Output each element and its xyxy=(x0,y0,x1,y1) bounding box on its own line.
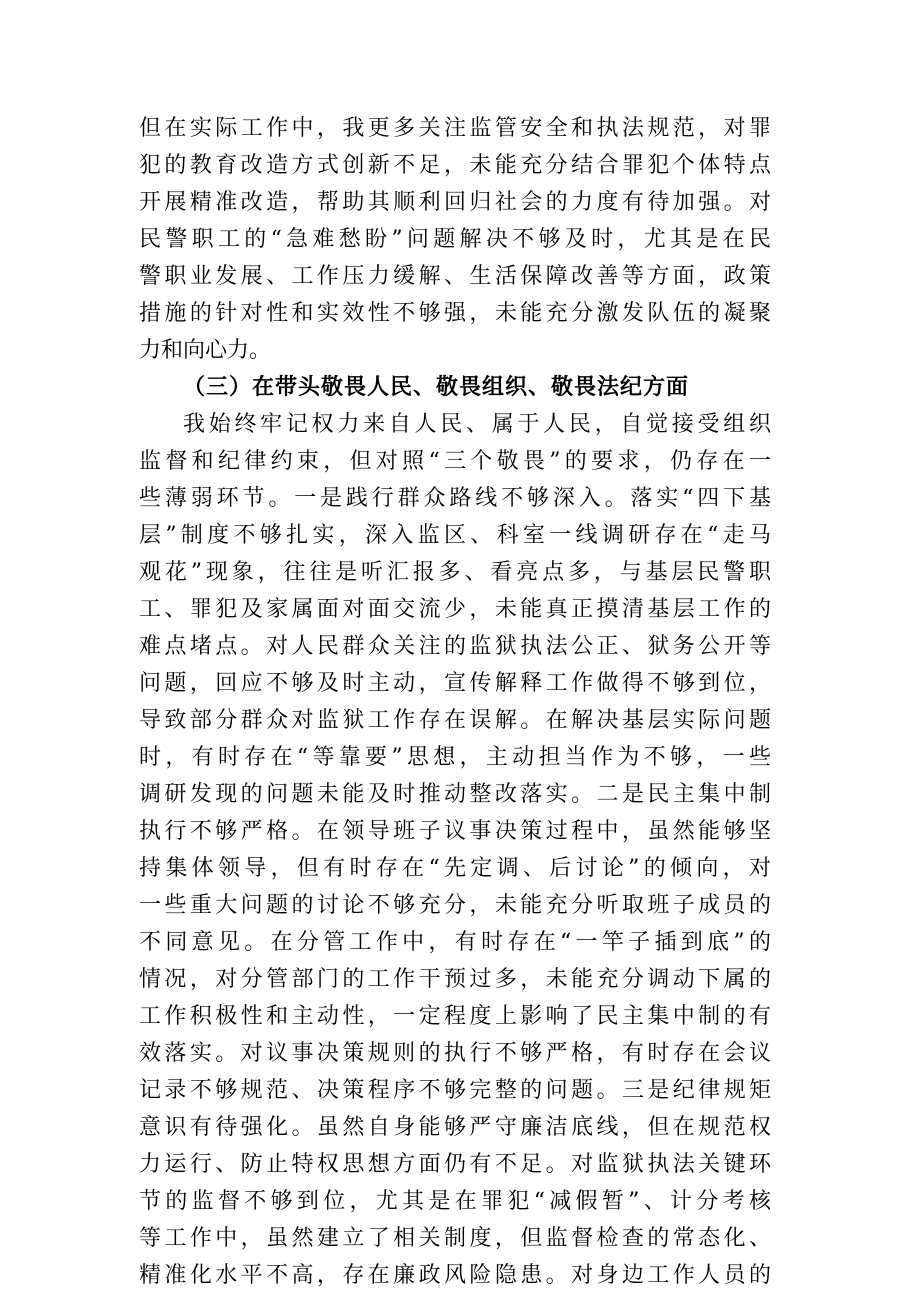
text-line: 节的监督不够到位，尤其是在罪犯“减假暂”、计分考核 xyxy=(139,1189,771,1214)
text-line: 精准化水平不高，存在廉政风险隐患。对身边工作人员的 xyxy=(139,1263,771,1288)
text-line: 我始终牢记权力来自人民、属于人民，自觉接受组织 xyxy=(183,412,771,437)
text-line: 观花”现象，往往是听汇报多、看亮点多，与基层民警职 xyxy=(139,560,771,585)
text-line: 执行不够严格。在领导班子议事决策过程中，虽然能够坚 xyxy=(139,819,771,844)
section-heading: （三）在带头敬畏人民、敬畏组织、敬畏法纪方面 xyxy=(183,374,690,400)
text-line: 情况，对分管部门的工作干预过多，未能充分调动下属的 xyxy=(139,967,771,992)
text-line: 持集体领导，但有时存在“先定调、后讨论”的倾向，对 xyxy=(139,856,771,881)
text-line: 措施的针对性和实效性不够强，未能充分激发队伍的凝聚 xyxy=(139,301,771,326)
text-line: 效落实。对议事决策规则的执行不够严格，有时存在会议 xyxy=(139,1041,771,1066)
text-line: 警职业发展、工作压力缓解、生活保障改善等方面，政策 xyxy=(139,264,771,289)
text-line: 层”制度不够扎实，深入监区、科室一线调研存在“走马 xyxy=(139,523,771,548)
text-line: 犯的教育改造方式创新不足，未能充分结合罪犯个体特点 xyxy=(139,153,771,178)
text-line: 但在实际工作中，我更多关注监管安全和执法规范，对罪 xyxy=(139,116,771,141)
paragraph-1 xyxy=(139,110,771,369)
text-line: 等工作中，虽然建立了相关制度，但监督检查的常态化、 xyxy=(139,1226,771,1251)
text-line: 开展精准改造，帮助其顺利回归社会的力度有待加强。对 xyxy=(139,190,771,215)
text-line: 调研发现的问题未能及时推动整改落实。二是民主集中制 xyxy=(139,782,771,807)
text-line: 监督和纪律约束，但对照“三个敬畏”的要求，仍存在一 xyxy=(139,449,771,474)
text-line: 力运行、防止特权思想方面仍有不足。对监狱执法关键环 xyxy=(139,1152,771,1177)
text-line: 记录不够规范、决策程序不够完整的问题。三是纪律规矩 xyxy=(139,1078,771,1103)
document-body xyxy=(139,110,771,1294)
text-line: 不同意见。在分管工作中，有时存在“一竿子插到底”的 xyxy=(139,930,771,955)
text-line: 导致部分群众对监狱工作存在误解。在解决基层实际问题 xyxy=(139,708,771,733)
text-line: 民警职工的“急难愁盼”问题解决不够及时，尤其是在民 xyxy=(139,227,771,252)
text-line: 工、罪犯及家属面对面交流少，未能真正摸清基层工作的 xyxy=(139,597,771,622)
text-line: 问题，回应不够及时主动，宣传解释工作做得不够到位， xyxy=(139,671,771,696)
text-line: 一些重大问题的讨论不够充分，未能充分听取班子成员的 xyxy=(139,893,771,918)
text-line: 力和向心力。 xyxy=(139,338,272,363)
paragraph-2 xyxy=(139,406,771,1294)
text-line: 时，有时存在“等靠要”思想，主动担当作为不够，一些 xyxy=(139,745,771,770)
text-line: 意识有待强化。虽然自身能够严守廉洁底线，但在规范权 xyxy=(139,1115,771,1140)
text-line: 些薄弱环节。一是践行群众路线不够深入。落实“四下基 xyxy=(139,486,771,511)
text-line: 难点堵点。对人民群众关注的监狱执法公正、狱务公开等 xyxy=(139,634,771,659)
text-line: 工作积极性和主动性，一定程度上影响了民主集中制的有 xyxy=(139,1004,771,1029)
